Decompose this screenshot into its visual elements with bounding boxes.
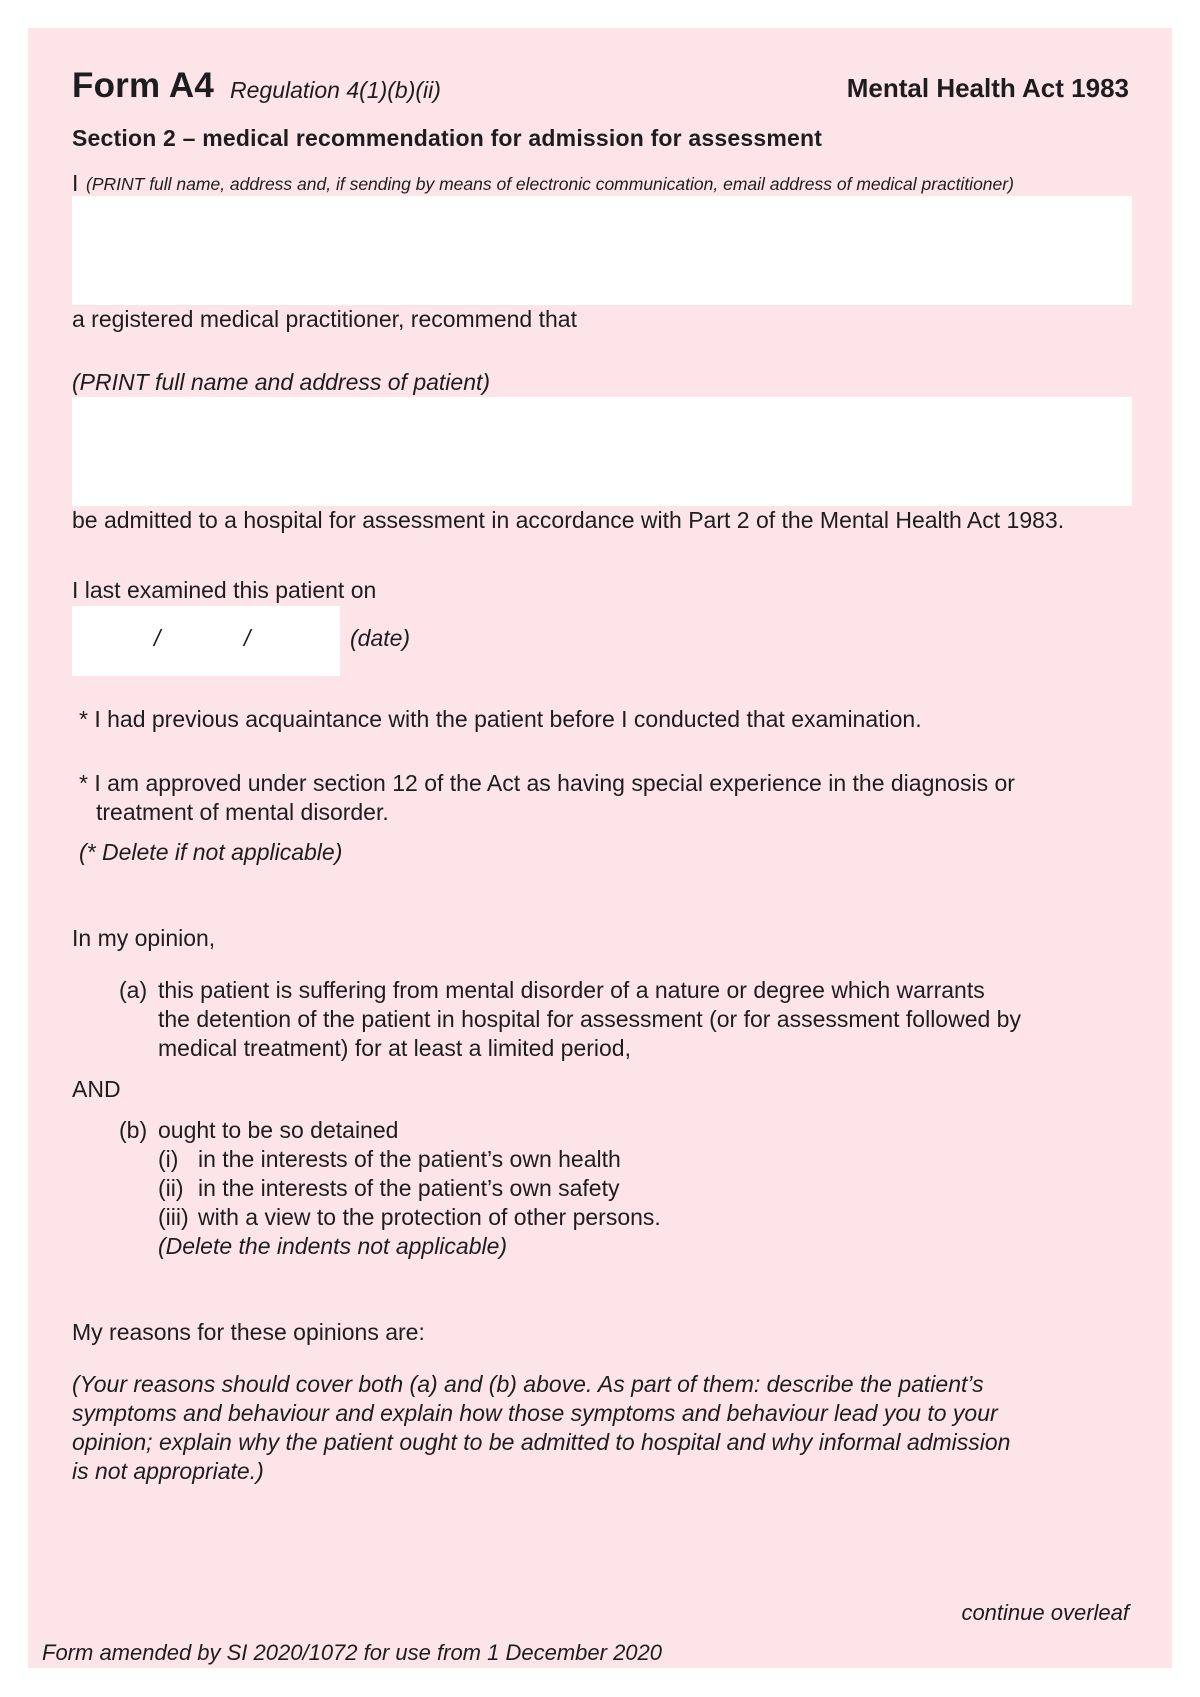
approved-statement-line-1: * I am approved under section 12 of the Act as having special experience in the diagnosis or: [79, 770, 1015, 796]
opinion-a-line-1: this patient is suffering from mental disorder of a nature or degree which warrants: [158, 977, 985, 1003]
reasons-guidance-line-1: (Your reasons should cover both (a) and (b) above. As part of them: describe the patient’s: [72, 1371, 984, 1397]
section-heading: Section 2 – medical recommendation for admission for assessment: [72, 125, 823, 151]
opinion-b-item-marker: (iii): [158, 1204, 189, 1230]
date-separator: /: [244, 625, 251, 651]
practitioner-instruction: (PRINT full name, address and, if sending by means of electronic communication, email address of medical practitioner): [86, 174, 1014, 194]
reasons-guidance-line-4: is not appropriate.): [72, 1458, 264, 1484]
opinion-b-item-marker: (i): [158, 1146, 179, 1172]
opinion-and: AND: [72, 1076, 121, 1102]
opinion-a-marker: (a): [119, 977, 148, 1003]
opinion-b-item-text: with a view to the protection of other persons.: [198, 1204, 661, 1230]
admission-text: be admitted to a hospital for assessment in accordance with Part 2 of the Mental Health Act 1983.: [72, 507, 1065, 533]
amendment-note: Form amended by SI 2020/1072 for use from 1 December 2020: [42, 1640, 663, 1665]
practitioner-details-field[interactable]: [72, 196, 1132, 305]
date-label: (date): [350, 625, 411, 651]
examination-date-field[interactable]: [72, 606, 340, 676]
recommend-text: a registered medical practitioner, recommend that: [72, 306, 577, 332]
regulation-reference: Regulation 4(1)(b)(ii): [230, 77, 441, 103]
patient-instruction: (PRINT full name and address of patient): [72, 369, 491, 395]
practitioner-prefix: I: [72, 170, 79, 196]
patient-details-field[interactable]: [72, 397, 1132, 506]
acquaintance-statement: * I had previous acquaintance with the patient before I conducted that examination.: [79, 706, 922, 732]
form-id: Form A4: [72, 66, 215, 105]
opinion-b-line: ought to be so detained: [158, 1117, 399, 1143]
reasons-guidance-line-2: symptoms and behaviour and explain how those symptoms and behaviour lead you to your: [72, 1400, 998, 1426]
opinion-a-line-3: medical treatment) for at least a limited period,: [158, 1035, 631, 1061]
reasons-guidance-line-3: opinion; explain why the patient ought to be admitted to hospital and why informal admission: [72, 1429, 1011, 1455]
date-separator: /: [154, 625, 161, 651]
opinion-b-item-text: in the interests of the patient’s own health: [198, 1146, 621, 1172]
continue-overleaf: continue overleaf: [961, 1600, 1129, 1625]
opinion-a-line-2: the detention of the patient in hospital for assessment (or for assessment followed by: [158, 1006, 1021, 1032]
opinion-b-item-text: in the interests of the patient’s own safety: [198, 1175, 620, 1201]
opinion-intro: In my opinion,: [72, 925, 216, 951]
opinion-b-note: (Delete the indents not applicable): [158, 1233, 508, 1259]
opinion-b-item-marker: (ii): [158, 1175, 184, 1201]
opinion-b-marker: (b): [119, 1117, 148, 1143]
approved-statement-line-2: treatment of mental disorder.: [96, 799, 389, 825]
reasons-label: My reasons for these opinions are:: [72, 1319, 425, 1345]
examination-label: I last examined this patient on: [72, 577, 377, 603]
act-title: Mental Health Act 1983: [846, 73, 1129, 103]
delete-note: (* Delete if not applicable): [79, 839, 343, 865]
